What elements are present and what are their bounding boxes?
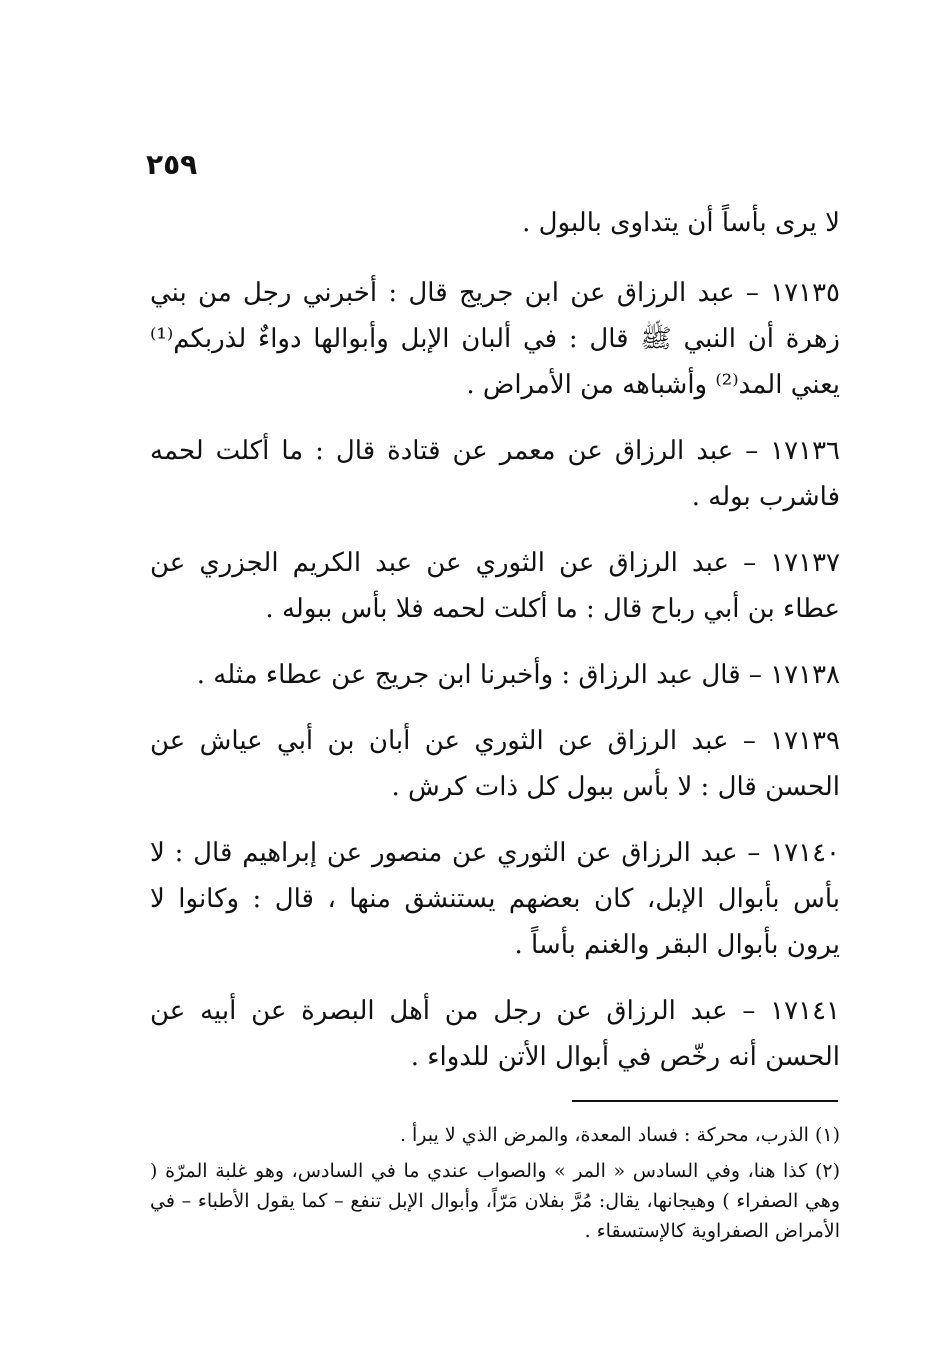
hadith-17140: ١٧١٤٠ – عبد الرزاق عن الثوري عن منصور عن إبراهيم قال : لا بأس بأبوال الإبل، كان بعضهم يستنشق منها ، قال : وكانوا لا يرون بأبوال البقر والغنم بأساً . <box>150 838 840 960</box>
hadith-17136: ١٧١٣٦ – عبد الرزاق عن معمر عن قتادة قال : ما أكلت لحمه فاشرب بوله . <box>150 436 840 512</box>
hadith-17141: ١٧١٤١ – عبد الرزاق عن رجل من أهل البصرة عن أبيه عن الحسن أنه رخّص في أبوال الأتن للدواء . <box>150 996 840 1072</box>
hadith-17139: ١٧١٣٩ – عبد الرزاق عن الثوري عن أبان بن أبي عياش عن الحسن قال : لا بأس ببول كل ذات كرش . <box>150 726 840 802</box>
main-text <box>150 200 840 1100</box>
hadith-17138: ١٧١٣٨ – قال عبد الرزاق : وأخبرنا ابن جريج عن عطاء مثله . <box>196 660 840 690</box>
footnote-divider <box>572 1100 838 1102</box>
paragraph-intro: لا يرى بأساً أن يتداوى بالبول . <box>522 208 840 238</box>
footnote-1: (١) الذرب، محركة : فساد المعدة، والمرض الذي لا يبرأ . <box>399 1124 840 1146</box>
footnotes <box>150 1120 840 1252</box>
hadith-17137: ١٧١٣٧ – عبد الرزاق عن الثوري عن عبد الكريم الجزري عن عطاء بن أبي رباح قال : ما أكلت لحمه فلا بأس ببوله . <box>150 548 840 624</box>
page-number: ٢٥٩ <box>146 148 198 181</box>
footnote-2: (٢) كذا هنا، وفي السادس « المر » والصواب عندي ما في السادس، وهو غلبة المرّة ( وهي الصفراء ) وهيجانها، يقال: مُرَّ بفلان مَرّاً، وأبوال الإبل تنفع – كما يقول الأطباء – في الأمراض الصفراوية كالإستسقاء . <box>150 1160 840 1242</box>
hadith-17135: ١٧١٣٥ – عبد الرزاق عن ابن جريج قال : أخبرني رجل من بني زهرة أن النبي ﷺ قال : في ألبان الإبل وأبوالها دواءٌ لذربكم⁽¹⁾ يعني المد⁽²⁾ وأشباهه من الأمراض . <box>150 278 840 400</box>
